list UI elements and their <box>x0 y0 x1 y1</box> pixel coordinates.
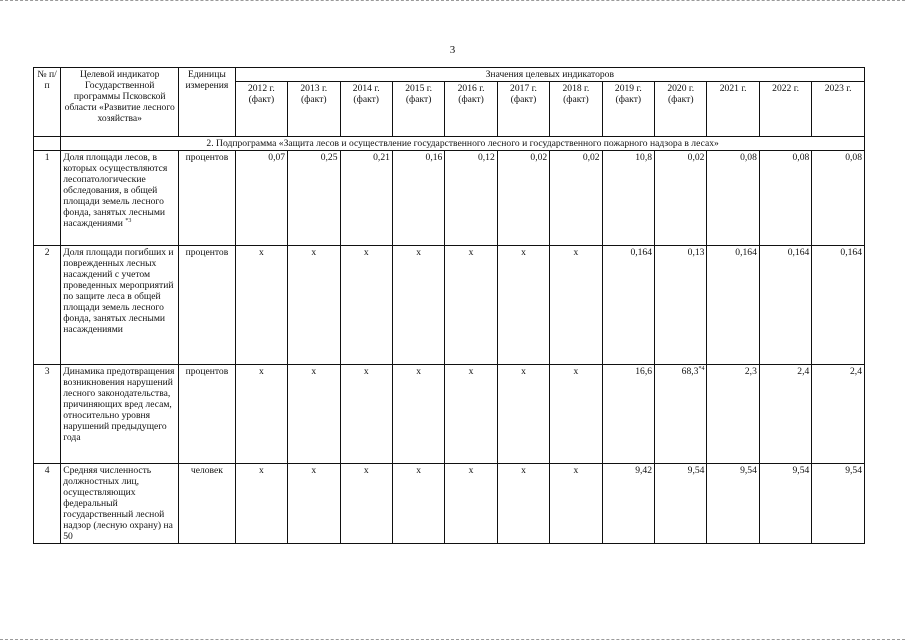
table-row <box>34 151 865 246</box>
section-empty-cell <box>34 137 61 151</box>
row-value: 2,4 <box>812 365 865 464</box>
row-value: 10,8 <box>602 151 654 246</box>
footnote-marker: *3 <box>125 217 132 224</box>
row-value: 0,02 <box>497 151 549 246</box>
header-year: 2016 г. (факт) <box>445 82 497 137</box>
scan-edge-top <box>0 0 905 5</box>
row-value: 0,21 <box>340 151 392 246</box>
row-value: 0,07 <box>235 151 287 246</box>
row-value: 0,25 <box>288 151 340 246</box>
scan-edge-bottom <box>0 635 905 640</box>
row-indicator: Средняя численность должностных лиц, осуществляющих федеральный государственный лесной надзор (лесную охрану) на 50 <box>61 464 179 544</box>
row-value: 0,16 <box>392 151 444 246</box>
row-unit: человек <box>179 464 235 544</box>
row-value: 9,42 <box>602 464 654 544</box>
row-value: х <box>445 246 497 365</box>
header-year: 2014 г. (факт) <box>340 82 392 137</box>
row-value <box>655 365 707 464</box>
row-value: 0,12 <box>445 151 497 246</box>
row-value: х <box>340 365 392 464</box>
row-value: х <box>392 365 444 464</box>
row-value: 9,54 <box>655 464 707 544</box>
row-value: 0,164 <box>707 246 759 365</box>
row-value: 9,54 <box>759 464 811 544</box>
row-indicator: Динамика предотвращения возникновения нарушений лесного законодательства, причиняющих вред лесам, относительно уровня нарушений предыдущего года <box>61 365 179 464</box>
row-value: х <box>340 464 392 544</box>
row-value: 0,164 <box>602 246 654 365</box>
row-value: 16,6 <box>602 365 654 464</box>
header-year: 2019 г. (факт) <box>602 82 654 137</box>
section-title: 2. Подпрограмма «Защита лесов и осуществление государственного лесного и государственного пожарного надзора в лесах» <box>61 137 865 151</box>
row-value: 0,13 <box>655 246 707 365</box>
row-unit: процентов <box>179 246 235 365</box>
row-indicator: Доля площади погибших и поврежденных лесных насаждений с учетом проведенных мероприятий по защите леса в общей площади земель лесного фонда, занятых лесными насаждениями <box>61 246 179 365</box>
row-value: х <box>497 246 549 365</box>
row-number: 1 <box>34 151 61 246</box>
row-value: х <box>392 464 444 544</box>
header-year: 2021 г. <box>707 82 759 137</box>
header-year: 2023 г. <box>812 82 865 137</box>
row-value: х <box>550 246 602 365</box>
row-value: х <box>288 365 340 464</box>
row-value: х <box>445 464 497 544</box>
header-values: Значения целевых индикаторов <box>235 68 864 82</box>
header-year: 2013 г. (факт) <box>288 82 340 137</box>
row-value: х <box>550 365 602 464</box>
footnote-marker: *4 <box>698 365 705 372</box>
row-value: 9,54 <box>707 464 759 544</box>
row-number: 4 <box>34 464 61 544</box>
row-number: 2 <box>34 246 61 365</box>
header-year: 2018 г. (факт) <box>550 82 602 137</box>
header-num: № п/п <box>34 68 61 137</box>
table-row <box>34 464 865 544</box>
header-indicator: Целевой индикатор Государственной программы Псковской области «Развитие лесного хозяйства» <box>61 68 179 137</box>
row-value: 0,08 <box>707 151 759 246</box>
header-year: 2022 г. <box>759 82 811 137</box>
row-value: 0,08 <box>759 151 811 246</box>
row-value: 0,02 <box>655 151 707 246</box>
page-number: 3 <box>449 44 456 56</box>
header-year: 2017 г. (факт) <box>497 82 549 137</box>
row-value: х <box>445 365 497 464</box>
header-year: 2012 г. (факт) <box>235 82 287 137</box>
indicator-text: Доля площади лесов, в которых осуществляются лесопатологические обследования, в общей площади земель лесного фонда, занятых лесными насаждениями <box>63 152 168 229</box>
row-value: 0,164 <box>759 246 811 365</box>
row-value: 2,4 <box>759 365 811 464</box>
header-unit: Единицы измерения <box>179 68 235 137</box>
value-text: 68,3 <box>681 366 699 377</box>
row-value: 9,54 <box>812 464 865 544</box>
header-year: 2020 г. (факт) <box>655 82 707 137</box>
header-year: 2015 г. (факт) <box>392 82 444 137</box>
row-unit: процентов <box>179 365 235 464</box>
row-indicator <box>61 151 179 246</box>
row-unit: процентов <box>179 151 235 246</box>
row-value: х <box>235 464 287 544</box>
table-row <box>34 365 865 464</box>
row-number: 3 <box>34 365 61 464</box>
indicators-table <box>33 67 865 544</box>
row-value: 0,02 <box>550 151 602 246</box>
row-value: х <box>497 365 549 464</box>
row-value: х <box>550 464 602 544</box>
row-value: х <box>392 246 444 365</box>
row-value: х <box>288 246 340 365</box>
row-value: х <box>340 246 392 365</box>
table-header <box>34 68 865 137</box>
row-value: 2,3 <box>707 365 759 464</box>
row-value: х <box>497 464 549 544</box>
row-value: х <box>235 246 287 365</box>
table-row <box>34 246 865 365</box>
row-value: х <box>235 365 287 464</box>
row-value: х <box>288 464 340 544</box>
row-value: 0,164 <box>812 246 865 365</box>
row-value: 0,08 <box>812 151 865 246</box>
